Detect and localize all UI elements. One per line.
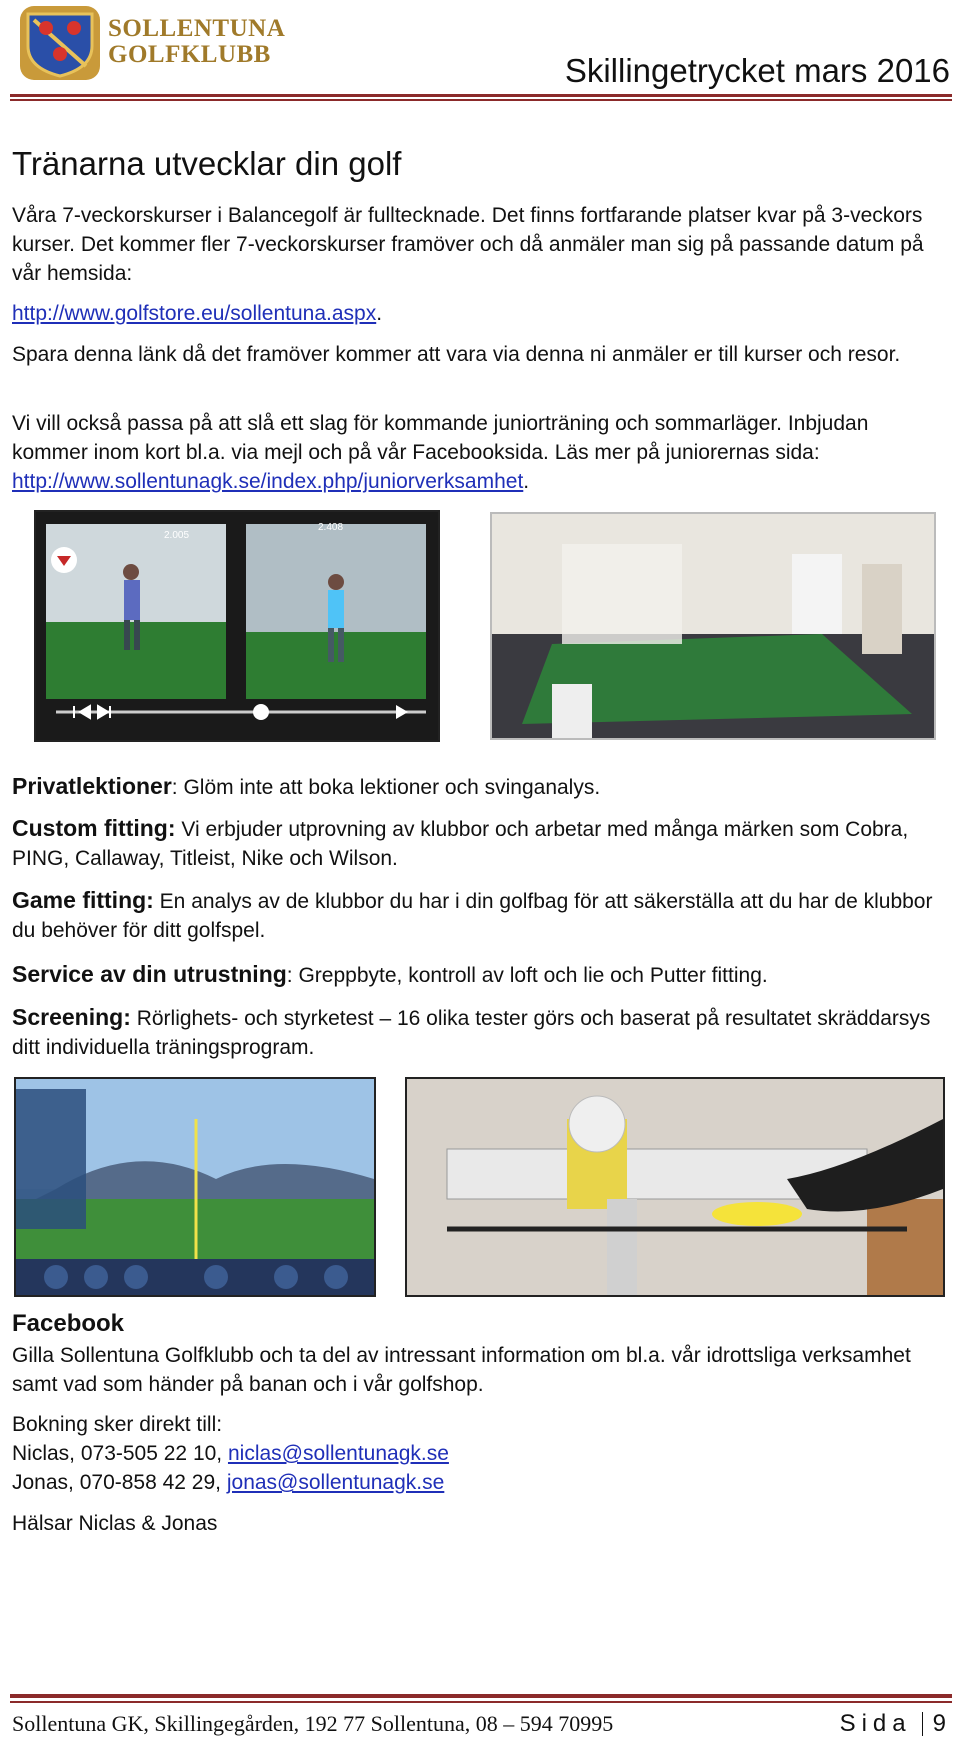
service-label: Custom fitting: bbox=[12, 815, 176, 841]
club-logo bbox=[20, 6, 100, 80]
booking-intro: Bokning sker direkt till: bbox=[12, 1413, 223, 1436]
article-title: Tränarna utvecklar din golf bbox=[12, 145, 402, 182]
video-time-right: 2.408 bbox=[318, 522, 344, 533]
service-text: : Greppbyte, kontroll av loft och lie och Putter fitting. bbox=[286, 964, 768, 987]
service-label: Privatlektioner bbox=[12, 773, 172, 799]
paragraph-link bbox=[12, 299, 942, 328]
service-text: Rörlighets- och styrketest – 16 olika tester görs och baserat på resultatet skräddarsys ditt individuella träningsprogram. bbox=[12, 1007, 931, 1059]
club-name-line1: SOLLENTUNA bbox=[108, 15, 286, 42]
header-divider bbox=[10, 94, 952, 97]
facebook-heading: Facebook bbox=[12, 1310, 125, 1337]
niclas-email-link[interactable]: niclas@sollentunagk.se bbox=[227, 1442, 449, 1465]
swing-analysis-illustration bbox=[36, 512, 438, 740]
juniors-link[interactable]: http://www.sollentunagk.se/index.php/juniorverksamhet bbox=[12, 470, 524, 493]
service-text: En analys av de klubbor du har i din golfbag för att säkerställa att du har de klubbor du behöver för ditt golfspel. bbox=[12, 890, 933, 942]
footer-divider-thin bbox=[10, 1701, 952, 1703]
page-number: 9 bbox=[932, 1710, 946, 1737]
paragraph-juniors bbox=[12, 409, 942, 496]
club-name-line2: GOLFKLUBB bbox=[108, 41, 271, 68]
service-text: : Glöm inte att boka lektioner och svinganalys. bbox=[171, 776, 601, 799]
service-label: Game fitting: bbox=[12, 887, 154, 913]
header-divider-thin bbox=[10, 99, 952, 101]
page-indicator bbox=[840, 1710, 946, 1738]
service-screening bbox=[12, 1003, 942, 1062]
link-period: . bbox=[376, 302, 383, 325]
contact-text: Niclas, 073-505 22 10, bbox=[12, 1442, 228, 1465]
golf-simulator-illustration bbox=[16, 1079, 374, 1295]
page-label: Sida bbox=[839, 1710, 912, 1737]
juniors-period: . bbox=[523, 470, 530, 493]
jonas-email-link[interactable]: jonas@sollentunagk.se bbox=[226, 1471, 445, 1494]
photo-swing-analysis bbox=[34, 510, 440, 742]
service-private-lessons bbox=[12, 772, 942, 802]
photo-club-fitting-tool bbox=[405, 1077, 945, 1297]
service-custom-fitting bbox=[12, 814, 942, 873]
signature: Hälsar Niclas & Jonas bbox=[12, 1512, 218, 1535]
footer-divider bbox=[10, 1694, 952, 1698]
service-game-fitting bbox=[12, 886, 942, 945]
service-text: Vi erbjuder utprovning av klubbor och arbetar med många märken som Cobra, PING, Callaway, Titleist, Nike och Wilson. bbox=[12, 818, 909, 870]
facebook-text: Gilla Sollentuna Golfklubb och ta del av intressant information om bl.a. vår idrottsliga verksamhet samt vad som händer på banan och i vår golfshop. bbox=[12, 1344, 911, 1396]
booking-contact-niclas bbox=[12, 1439, 942, 1468]
booking-contact-jonas bbox=[12, 1468, 942, 1497]
service-label: Service av din utrustning bbox=[12, 961, 287, 987]
footer-address: Sollentuna GK, Skillingegården, 192 77 Sollentuna, 08 – 594 70995 bbox=[12, 1711, 614, 1736]
service-equipment bbox=[12, 960, 942, 990]
club-fitting-illustration bbox=[407, 1079, 943, 1295]
golfstore-link[interactable]: http://www.golfstore.eu/sollentuna.aspx bbox=[12, 302, 377, 325]
issue-title: Skillingetrycket mars 2016 bbox=[564, 52, 950, 89]
paragraph-courses: Våra 7-veckorskurser i Balancegolf är fulltecknade. Det finns fortfarande platser kvar på 3-veckors kurser. Det kommer fler 7-veckorskurser framöver och då anmäler man sig på passande datum på vår hemsida: bbox=[12, 204, 924, 285]
contact-text: Jonas, 070-858 42 29, bbox=[12, 1471, 227, 1494]
club-crest-icon bbox=[20, 6, 100, 80]
photo-golf-simulator bbox=[14, 1077, 376, 1297]
juniors-text: Vi vill också passa på att slå ett slag för kommande juniorträning och sommarläger. Inbjudan kommer inom kort bl.a. via mejl och på vår Facebooksida. Läs mer på juniorernas sida: bbox=[12, 412, 869, 464]
service-label: Screening: bbox=[12, 1004, 131, 1030]
paragraph-save-link: Spara denna länk då det framöver kommer att vara via denna ni anmäler er till kurser och resor. bbox=[12, 343, 901, 366]
photo-indoor-studio bbox=[490, 512, 936, 740]
indoor-studio-illustration bbox=[492, 514, 934, 738]
video-time-left: 2.005 bbox=[164, 530, 190, 541]
page-separator bbox=[922, 1712, 923, 1736]
